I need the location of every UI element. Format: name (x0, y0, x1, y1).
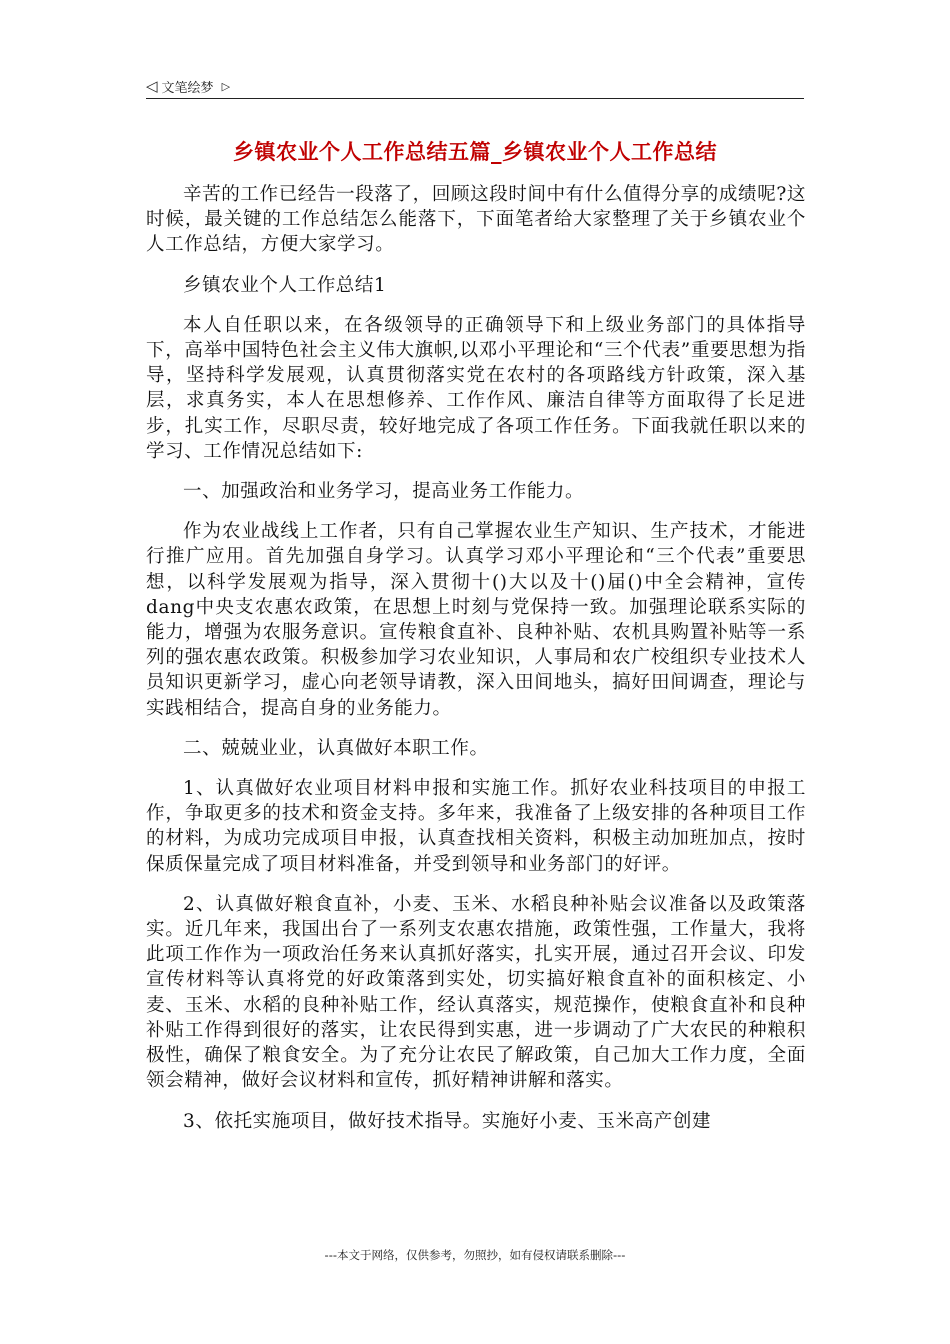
triangle-left-icon: ◁ (146, 76, 158, 95)
triangle-right-icon: ▷ (221, 79, 231, 93)
section-heading: 二、兢兢业业，认真做好本职工作。 (183, 737, 489, 759)
paragraph: 1、认真做好农业项目材料申报和实施工作。抓好农业科技项目的申报工作，争取更多的技术和资金支持。多年来，我准备了上级安排的各种项目工作的材料，为成功完成项目申报，认真查找相关资料，积极主动加班加点，按时保质保量完成了项目材料准备，并受到领导和业务部门的好评。 (146, 778, 806, 875)
paragraph: 3、依托实施项目，做好技术指导。实施好小麦、玉米高产创建 (183, 1110, 712, 1132)
section-heading: 一、加强政治和业务学习，提高业务工作能力。 (183, 481, 585, 503)
paragraph: 作为农业战线上工作者，只有自己掌握农业生产知识、生产技术，才能进行推广应用。首先加强自身学习。认真学习邓小平理论和“三个代表”重要思想，以科学发展观为指导，深入贯彻十()大以及十()届()中全会精神，宣传dang中央支农惠农政策，在思想上时刻与党保持一致。加强理论联系实际的能力，增强为农服务意识。宣传粮食直补、良种补贴、农机具购置补贴等一系列的强农惠农政策。积极参加学习农业知识，人事局和农广校组织专业技术人员知识更新学习，虚心向老领导请教，深入田间地头，搞好田间调查，理论与实践相结合，提高自身的业务能力。 (146, 521, 806, 719)
paragraph: 2、认真做好粮食直补，小麦、玉米、水稻良种补贴会议准备以及政策落实。近几年来，我国出台了一系列支农惠农措施，政策性强，工作量大，我将此项工作作为一项政治任务来认真抓好落实，扎实开展，通过召开会议、印发宣传材料等认真将党的好政策落到实处，切实搞好粮食直补的面积核定、小麦、玉米、水稻的良种补贴工作，经认真落实，规范操作，使粮食直补和良种补贴工作得到很好的落实，让农民得到实惠，进一步调动了广大农民的种粮积极性，确保了粮食安全。为了充分让农民了解政策，自己加大工作力度，全面领会精神，做好会议材料和宣传，抓好精神讲解和落实。 (146, 893, 806, 1092)
page-header (146, 74, 804, 99)
header-brand: 文笔绘梦 (161, 80, 214, 96)
paragraph-intro: 辛苦的工作已经告一段落了，回顾这段时间中有什么值得分享的成绩呢?这时候，最关键的工作总结怎么能落下，下面笔者给大家整理了关于乡镇农业个人工作总结，方便大家学习。 (146, 184, 806, 256)
document-title: 乡镇农业个人工作总结五篇_乡镇农业个人工作总结 (233, 140, 717, 164)
page-footer: ---本文于网络，仅供参考，勿照抄，如有侵权请联系删除--- (324, 1248, 626, 1262)
paragraph: 本人自任职以来，在各级领导的正确领导下和上级业务部门的具体指导下，高举中国特色社会主义伟大旗帜,以邓小平理论和“三个代表”重要思想为指导，坚持科学发展观，认真贯彻落实党在农村的各项路线方针政策，深入基层，求真务实，本人在思想修养、工作作风、廉洁自律等方面取得了长足进步，扎实工作，尽职尽责，较好地完成了各项工作任务。下面我就任职以来的学习、工作情况总结如下: (146, 314, 806, 462)
document-body (146, 182, 806, 1149)
section-heading: 乡镇农业个人工作总结1 (183, 274, 387, 296)
